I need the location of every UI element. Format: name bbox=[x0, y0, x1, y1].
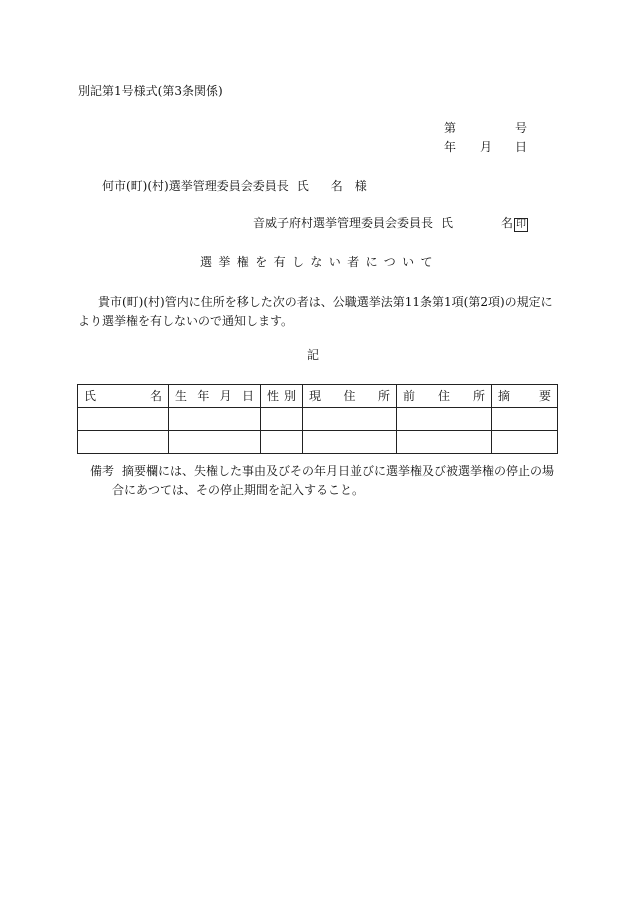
table-cell[interactable] bbox=[169, 431, 261, 454]
table-cell[interactable] bbox=[78, 408, 169, 431]
note bbox=[90, 462, 554, 500]
header-birthdate: 生年月日 bbox=[169, 385, 261, 408]
table-cell[interactable] bbox=[397, 431, 492, 454]
table-row bbox=[78, 431, 558, 454]
note-label: 備考 bbox=[90, 464, 115, 478]
date-year: 年 bbox=[444, 140, 457, 154]
addressee-name-part2: 名 bbox=[330, 179, 343, 193]
body-line-2: より選挙権を有しないので通知します。 bbox=[78, 314, 294, 328]
table-cell[interactable] bbox=[303, 431, 397, 454]
table-cell[interactable] bbox=[303, 408, 397, 431]
header-remarks: 摘要 bbox=[492, 385, 558, 408]
table-cell[interactable] bbox=[169, 408, 261, 431]
body-line-1: 貴市(町)(村)管内に住所を移した次の者は、公職選挙法第11条第1項(第2項)の規定に bbox=[98, 295, 553, 309]
sender-line bbox=[253, 216, 528, 232]
table-row bbox=[78, 408, 558, 431]
document-title: 選挙権を有しない者について bbox=[200, 255, 439, 269]
number-prefix: 第 bbox=[444, 121, 457, 135]
sender-name-part1: 氏 bbox=[441, 216, 454, 230]
table-cell[interactable] bbox=[261, 408, 303, 431]
ki-heading: 記 bbox=[307, 348, 320, 362]
header-sex: 性別 bbox=[261, 385, 303, 408]
form-reference: 別記第1号様式(第3条関係) bbox=[78, 84, 223, 98]
note-line-1: 摘要欄には、失権した事由及びその年月日並びに選挙権及び被選挙権の停止の場 bbox=[122, 464, 555, 478]
number-suffix: 号 bbox=[515, 121, 528, 135]
header-previous-address: 前住所 bbox=[397, 385, 492, 408]
addressee-name-part1: 氏 bbox=[296, 179, 309, 193]
table-header-row bbox=[78, 385, 558, 408]
header-name: 氏名 bbox=[78, 385, 169, 408]
table-cell[interactable] bbox=[492, 408, 558, 431]
table-cell[interactable] bbox=[492, 431, 558, 454]
sender-name-part2: 名 bbox=[501, 216, 514, 230]
date-day: 日 bbox=[515, 140, 528, 154]
sender-title: 音威子府村選挙管理委員会委員長 bbox=[253, 216, 434, 230]
addressee-line bbox=[102, 179, 367, 193]
note-line-2: 合にあつては、その停止期間を記入すること。 bbox=[112, 483, 365, 497]
seal-stamp: 印 bbox=[516, 219, 527, 230]
addressee-honorific: 様 bbox=[354, 179, 367, 193]
table-cell[interactable] bbox=[397, 408, 492, 431]
records-table bbox=[77, 384, 558, 454]
addressee-title: 何市(町)(村)選挙管理委員会委員長 bbox=[102, 179, 289, 193]
header-current-address: 現住所 bbox=[303, 385, 397, 408]
body-text bbox=[78, 293, 558, 331]
date-month: 月 bbox=[480, 140, 493, 154]
table-cell[interactable] bbox=[261, 431, 303, 454]
table-cell[interactable] bbox=[78, 431, 169, 454]
